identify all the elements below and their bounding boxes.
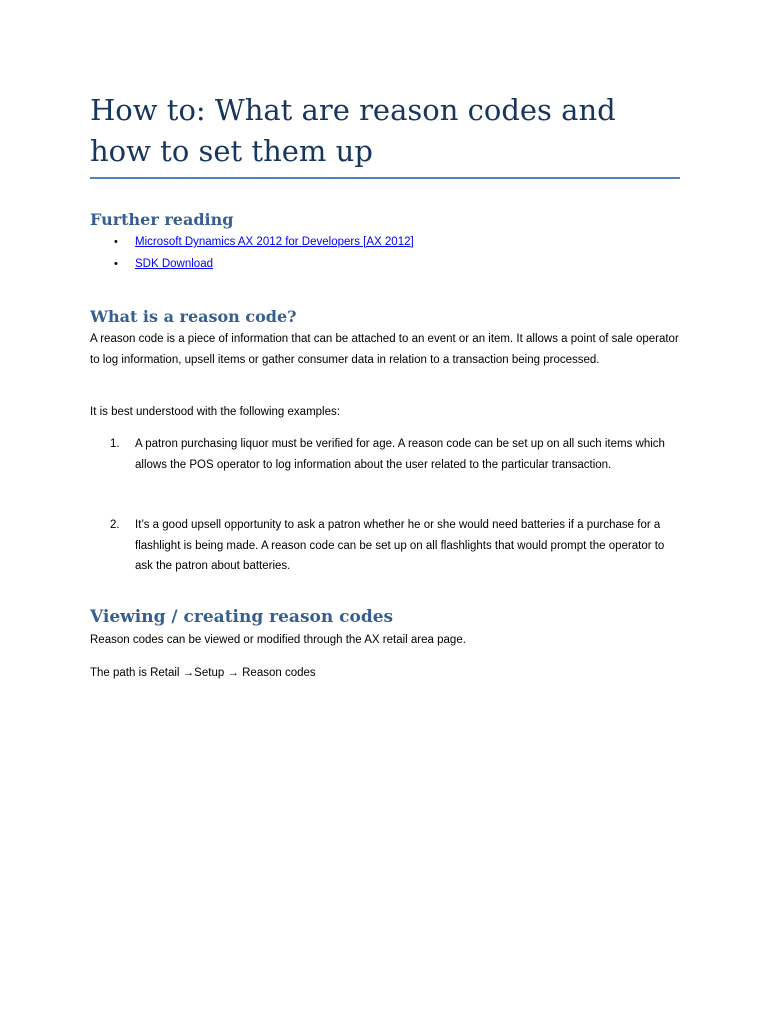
- example-text: It’s a good upsell opportunity to ask a patron whether he or she would need batteries if a purchase for a flashlight is being made. A reason code can be set up on all flashlights that would prompt the operator to ask the patron about batteries.: [135, 519, 665, 572]
- examples-intro: It is best understood with the following examples:: [90, 406, 340, 418]
- viewing-description: Reason codes can be viewed or modified through the AX retail area page.: [90, 634, 466, 646]
- bullet-icon: •: [114, 258, 118, 270]
- example-text: A patron purchasing liquor must be verified for age. A reason code can be set up on all such items which allows the POS operator to log information about the user related to the particular transaction.: [135, 438, 665, 471]
- definition-paragraph: A reason code is a piece of information that can be attached to an event or an item. It allows a point of sale operator to log information, upsell items or gather consumer data in relation to a transaction being processed.: [90, 333, 679, 366]
- example-number: 2.: [110, 519, 120, 531]
- further-reading-list: [90, 231, 414, 275]
- link-ax2012-developers[interactable]: Microsoft Dynamics AX 2012 for Developers [AX 2012]: [135, 236, 414, 248]
- list-item: [90, 231, 414, 253]
- bullet-icon: •: [114, 236, 118, 248]
- what-is-reason-code-heading: What is a reason code?: [90, 307, 297, 326]
- title-underline: [90, 177, 680, 179]
- navigation-path: The path is Retail →Setup → Reason codes: [90, 667, 316, 679]
- further-reading-heading: Further reading: [90, 210, 234, 229]
- viewing-creating-heading: Viewing / creating reason codes: [90, 607, 394, 627]
- link-sdk-download[interactable]: SDK Download: [135, 258, 213, 270]
- page-title: How to: What are reason codes and how to set them up: [90, 93, 616, 168]
- example-number: 1.: [110, 438, 120, 450]
- list-item: [90, 253, 414, 275]
